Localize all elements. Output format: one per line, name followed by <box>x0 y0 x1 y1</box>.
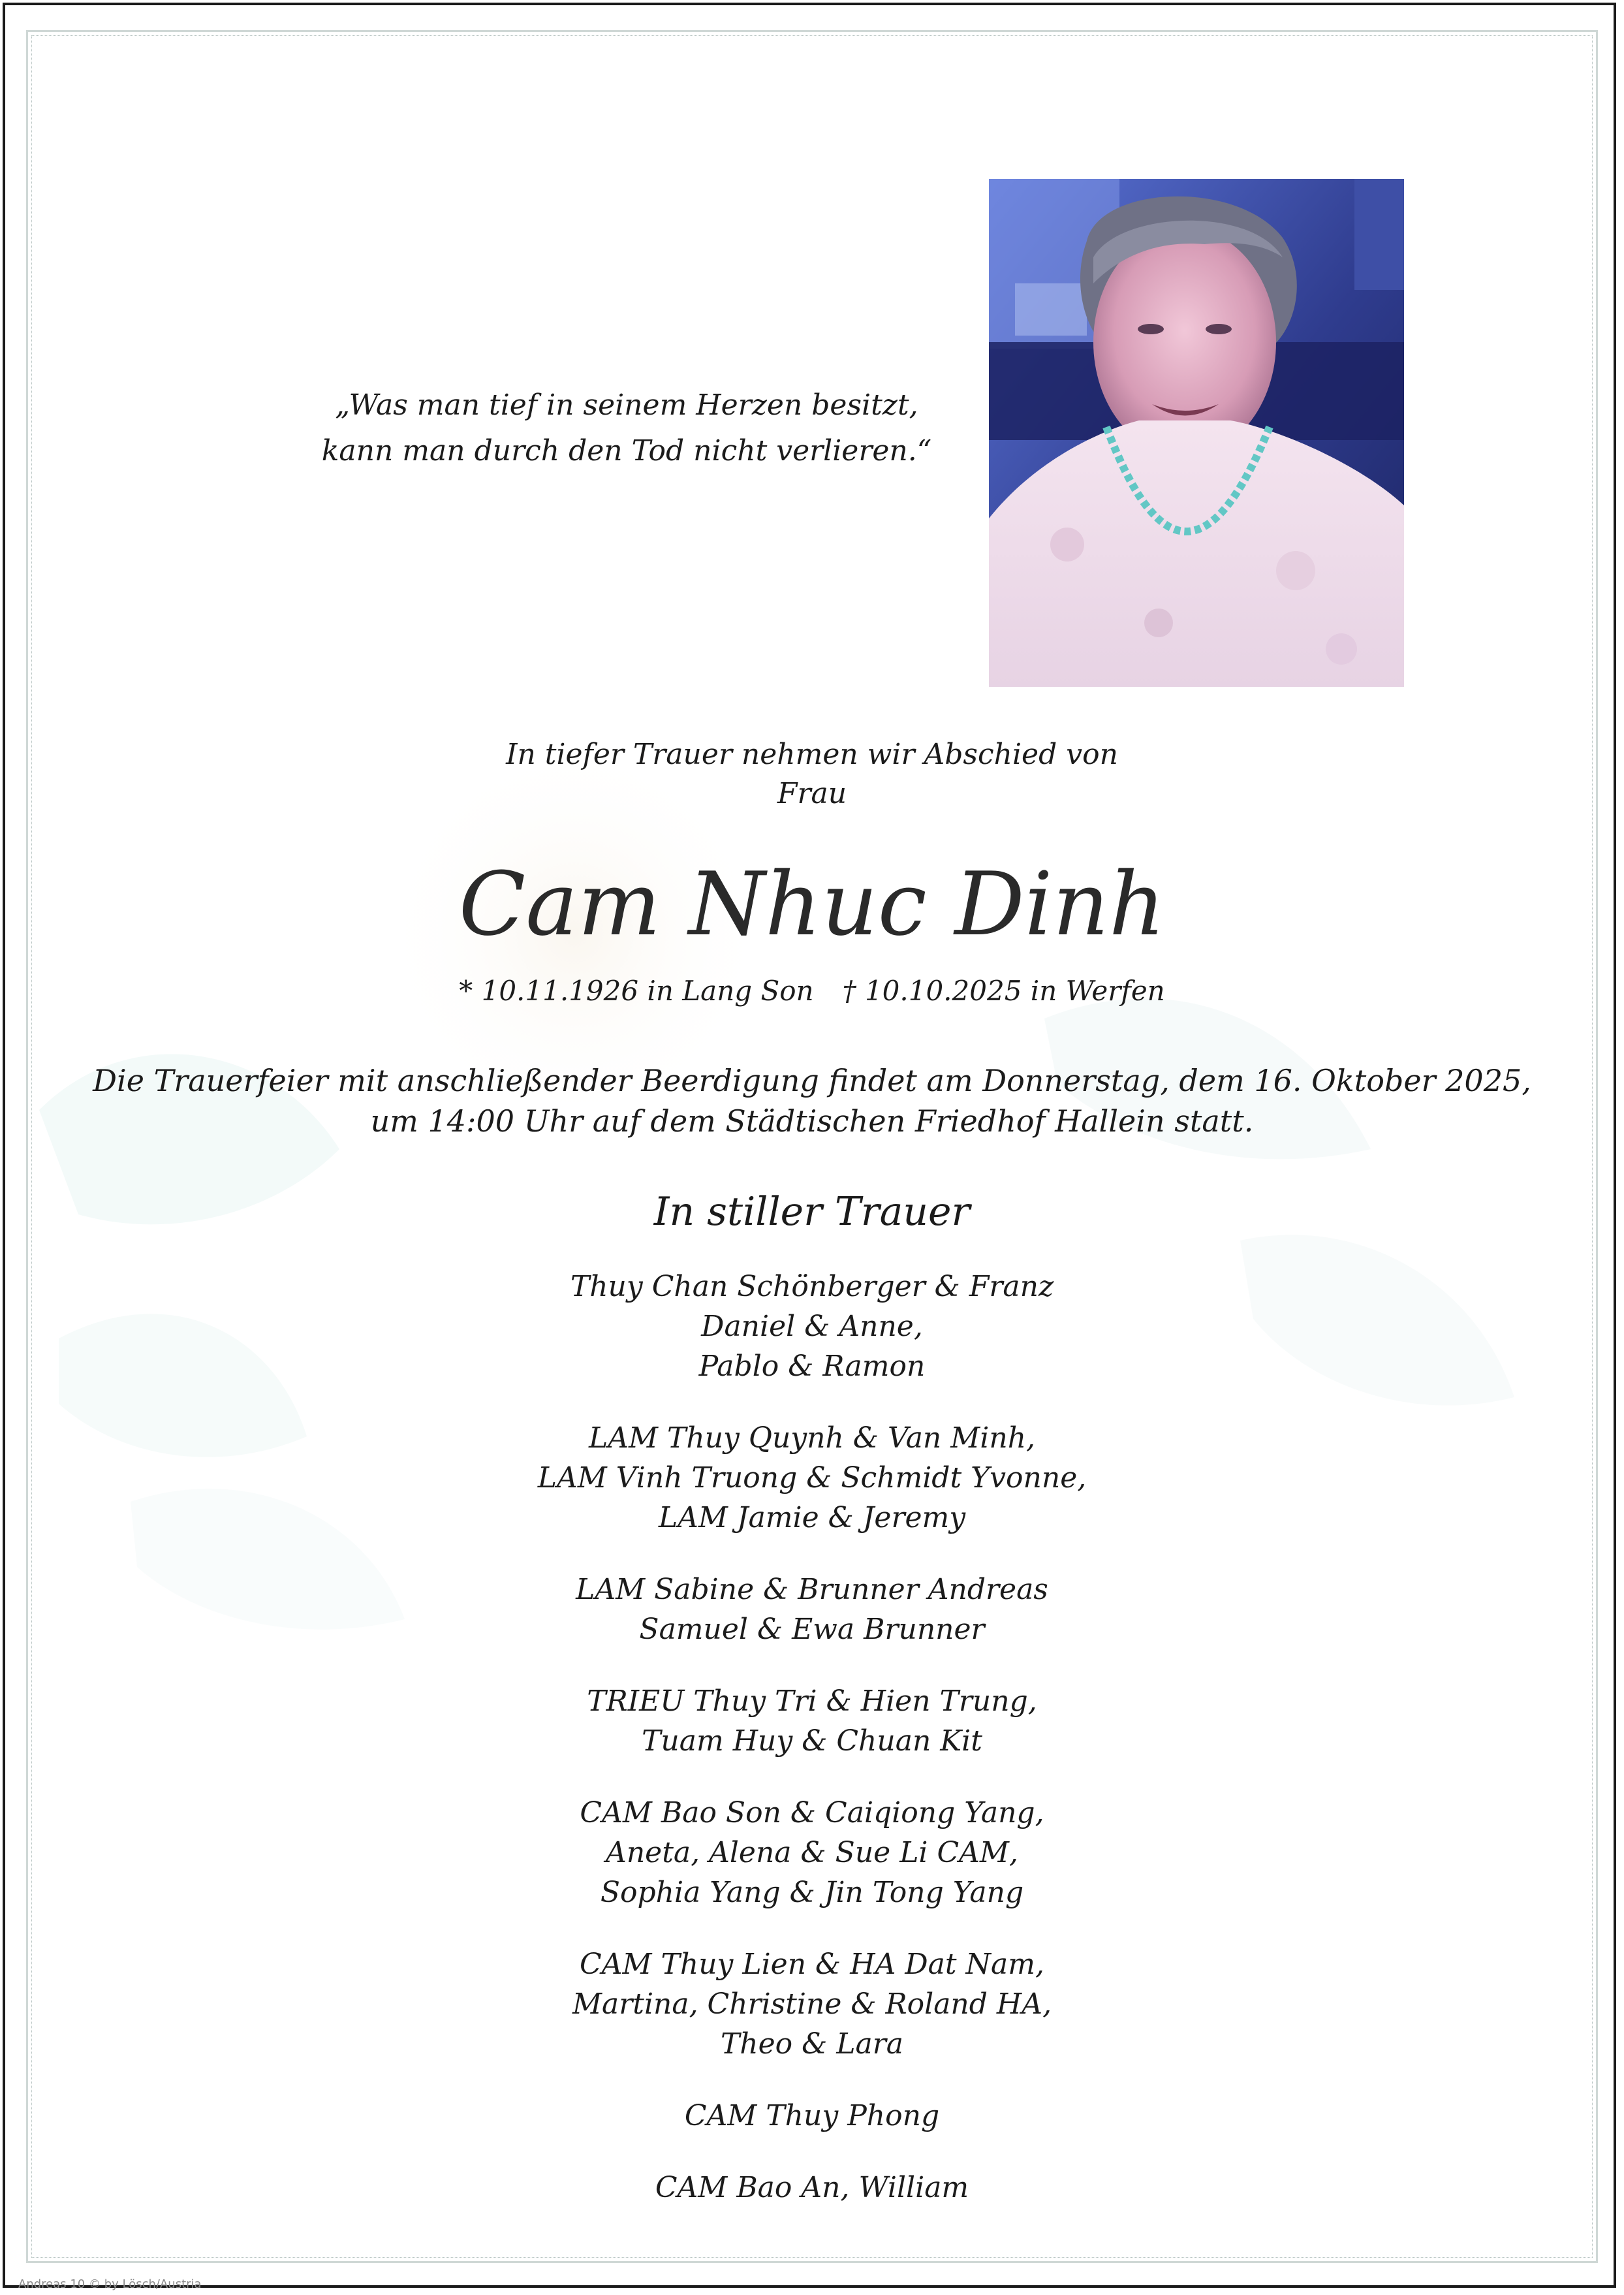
memorial-quote <box>300 383 953 474</box>
family-group <box>0 1418 1624 1538</box>
intro-text <box>0 735 1624 814</box>
intro-line-1: In tiefer Trauer nehmen wir Abschied von <box>506 738 1118 771</box>
family-group <box>0 1944 1624 2064</box>
family-line: Tuam Huy & Chuan Kit <box>642 1724 982 1758</box>
mourning-heading: In stiller Trauer <box>653 1189 971 1235</box>
deceased-name: Cam Nhuc Dinh <box>458 853 1166 955</box>
life-dates <box>0 972 1624 1011</box>
family-line: CAM Thuy Phong <box>684 2099 940 2132</box>
family-group <box>0 1793 1624 1912</box>
family-line: CAM Thuy Lien & HA Dat Nam, <box>580 1948 1044 1981</box>
family-line: Theo & Lara <box>720 2027 904 2061</box>
intro-line-2: Frau <box>777 777 847 810</box>
quote-line-2: kann man durch den Tod nicht verlieren.“ <box>321 434 932 467</box>
family-line: Sophia Yang & Jin Tong Yang <box>600 1876 1024 1909</box>
family-group <box>0 2096 1624 2136</box>
family-group <box>0 1681 1624 1761</box>
family-group <box>0 1570 1624 1649</box>
ceremony-line-2: um 14:00 Uhr auf dem Städtischen Friedhof Hallein statt. <box>370 1103 1254 1139</box>
family-line: TRIEU Thuy Tri & Hien Trung, <box>587 1685 1037 1718</box>
ceremony-details <box>0 1060 1624 1141</box>
quote-line-1: „Was man tief in seinem Herzen besitzt, <box>335 388 918 422</box>
copyright-footer: Andreas 10 © by Lösch/Austria <box>18 2277 202 2291</box>
portrait-photo <box>989 179 1404 687</box>
death-date: † 10.10.2025 in Werfen <box>842 975 1165 1007</box>
family-group <box>0 1267 1624 1386</box>
family-line: CAM Bao An, William <box>655 2171 969 2204</box>
family-line: CAM Bao Son & Caiqiong Yang, <box>580 1796 1044 1829</box>
family-list <box>0 1267 1624 2240</box>
family-line: LAM Vinh Truong & Schmidt Yvonne, <box>537 1461 1087 1495</box>
family-line: Thuy Chan Schönberger & Franz <box>570 1270 1054 1303</box>
family-line: Pablo & Ramon <box>698 1350 926 1383</box>
family-line: LAM Thuy Quynh & Van Minh, <box>588 1421 1036 1455</box>
family-group <box>0 2168 1624 2208</box>
birth-date: * 10.11.1926 in Lang Son <box>459 975 814 1007</box>
family-line: Aneta, Alena & Sue Li CAM, <box>606 1836 1018 1869</box>
ceremony-line-1: Die Trauerfeier mit anschließender Beerdigung findet am Donnerstag, dem 16. Oktober 2025, <box>93 1063 1531 1098</box>
family-line: Samuel & Ewa Brunner <box>639 1613 985 1646</box>
family-line: Martina, Christine & Roland HA, <box>572 1987 1052 2021</box>
family-line: LAM Jamie & Jeremy <box>658 1501 966 1534</box>
family-line: Daniel & Anne, <box>701 1310 923 1343</box>
family-line: LAM Sabine & Brunner Andreas <box>576 1573 1048 1606</box>
